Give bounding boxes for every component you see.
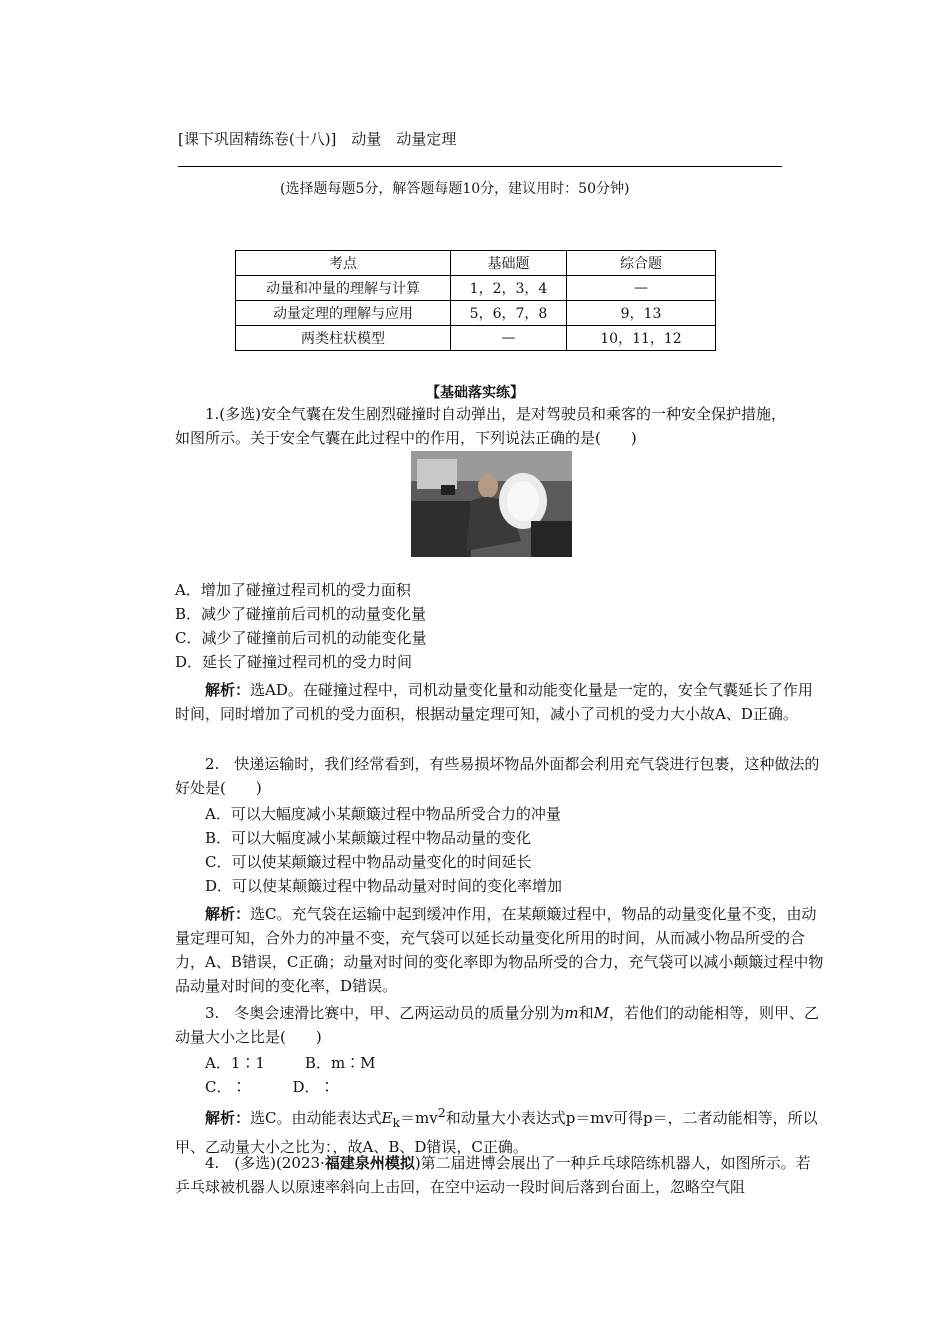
- table-cell: 10，11，12: [567, 326, 716, 351]
- option-c: C．减少了碰撞前后司机的动能变化量: [175, 629, 427, 647]
- question-1-stem: [175, 402, 825, 450]
- question-2-analysis: [175, 902, 825, 998]
- option-a: A．可以大幅度减小某颠簸过程中物品所受合力的冲量: [205, 805, 561, 823]
- question-1-options: [175, 578, 825, 674]
- option-c: C．∶: [205, 1078, 247, 1096]
- table-cell: 两类柱状模型: [236, 326, 451, 351]
- table-header: 综合题: [567, 251, 716, 276]
- option-d: D．∶: [292, 1078, 335, 1096]
- option-b: B．m∶M: [304, 1054, 376, 1072]
- table-row: [236, 326, 716, 351]
- option-a: A．1∶1: [205, 1054, 265, 1072]
- analysis-label: 解析：: [205, 1109, 251, 1127]
- table-header-row: [236, 251, 716, 276]
- analysis-text: 和动量大小表达式: [445, 1109, 566, 1127]
- question-4-stem: [175, 1151, 825, 1199]
- option-b: B．可以大幅度减小某颠簸过程中物品动量的变化: [205, 829, 532, 847]
- table-header: 基础题: [451, 251, 567, 276]
- stem-text: 4. (多选)(2023·: [205, 1154, 325, 1172]
- stem-text: 和: [578, 1004, 594, 1022]
- table-header: 考点: [236, 251, 451, 276]
- stem-text: )第二届进博会展出了一种乒乓球陪练机器人，如图所示。若乒乓球被机器人以原速率斜向上击回，在空中运动一段时间后落到台面上，忽略空气阻: [175, 1154, 811, 1196]
- option-c: C．可以使某颠簸过程中物品动量变化的时间延长: [205, 853, 532, 871]
- option-d: D．可以使某颠簸过程中物品动量对时间的变化率增加: [205, 877, 563, 895]
- page-title: [课下巩固精练卷(十八)] 动量 动量定理: [178, 130, 457, 148]
- table-cell: 5，6，7，8: [451, 301, 567, 326]
- equation: p＝mv: [565, 1109, 614, 1127]
- analysis-label: 解析：: [205, 681, 251, 699]
- options-row-2: [175, 1075, 825, 1099]
- table-cell: —: [451, 326, 567, 351]
- option-d: D．延长了碰撞过程司机的受力时间: [175, 653, 413, 671]
- option-a: A．增加了碰撞过程司机的受力面积: [175, 581, 411, 599]
- question-3-options: [175, 1051, 825, 1099]
- question-2-stem: 2. 快递运输时，我们经常看到，有些易损坏物品外面都会利用充气袋进行包裹，这种做法的好处是( ): [175, 755, 820, 797]
- symbol-e: E: [381, 1109, 393, 1127]
- table-cell: —: [567, 276, 716, 301]
- table-cell: 动量定理的理解与应用: [236, 301, 451, 326]
- subscript-k: k: [392, 1115, 401, 1130]
- source-label: 福建泉州模拟: [324, 1154, 415, 1172]
- table-cell: 动量和冲量的理解与计算: [236, 276, 451, 301]
- analysis-text: 选C。由动能表达式: [250, 1109, 382, 1127]
- question-2-options: [175, 802, 825, 898]
- stem-text: 3. 冬奥会速滑比赛中，甲、乙两运动员的质量分别为: [205, 1004, 565, 1022]
- analysis-label: 解析：: [205, 905, 251, 923]
- title-divider: [178, 166, 782, 167]
- analysis-text: 可得: [613, 1109, 644, 1127]
- symbol-m: m: [564, 1004, 579, 1022]
- topic-table: [235, 250, 716, 351]
- option-b: B．减少了碰撞前后司机的动量变化量: [175, 605, 427, 623]
- table-row: [236, 301, 716, 326]
- airbag-photo: [411, 451, 572, 557]
- table-cell: 9，13: [567, 301, 716, 326]
- table-row: [236, 276, 716, 301]
- question-3-stem: [175, 1001, 825, 1049]
- options-row-1: [175, 1051, 825, 1075]
- table-cell: 1，2，3，4: [451, 276, 567, 301]
- question-1-analysis: [175, 678, 825, 726]
- question-1-line-1: 1.(多选)安全气囊在发生剧烈碰撞时自动弹出，是对驾驶员和乘客的一种安全保护措施，: [205, 405, 787, 423]
- equation: p＝: [643, 1109, 668, 1127]
- question-1-line-2: 如图所示。关于安全气囊在此过程中的作用，下列说法正确的是( ): [175, 429, 637, 447]
- analysis-text: 选C。充气袋在运输中起到缓冲作用，在某颠簸过程中，物品的动量变化量不变，由动量定理可知，合外力的冲量不变，充气袋可以延长动量变化所用的时间，从而减小物品所受的合力，A、B错误，C正确；动量对时间的变化率即为物品所受的合力，充气袋可以减小颠簸过程中物品动量对时间的变化率，D错误。: [175, 905, 824, 995]
- symbol-big-m: M: [593, 1004, 609, 1022]
- equation: ＝mv: [400, 1109, 438, 1127]
- stem-text: ，若他们的动能相等，则甲、乙动量大小之比是( ): [175, 1004, 819, 1046]
- section-title: 【基础落实练】: [426, 385, 524, 401]
- superscript-2: 2: [437, 1105, 446, 1120]
- scoring-note: (选择题每题5分，解答题每题10分，建议用时：50分钟): [280, 181, 630, 197]
- analysis-text: ，二者动能相等，所以甲、乙动量大小之比为：，故A、B、D错误，C正确。: [175, 1109, 818, 1156]
- analysis-text: 选AD。在碰撞过程中，司机动量变化量和动能变化量是一定的，安全气囊延长了作用时间，同时增加了司机的受力面积，根据动量定理可知，减小了司机的受力大小故A、D正确。: [175, 681, 813, 723]
